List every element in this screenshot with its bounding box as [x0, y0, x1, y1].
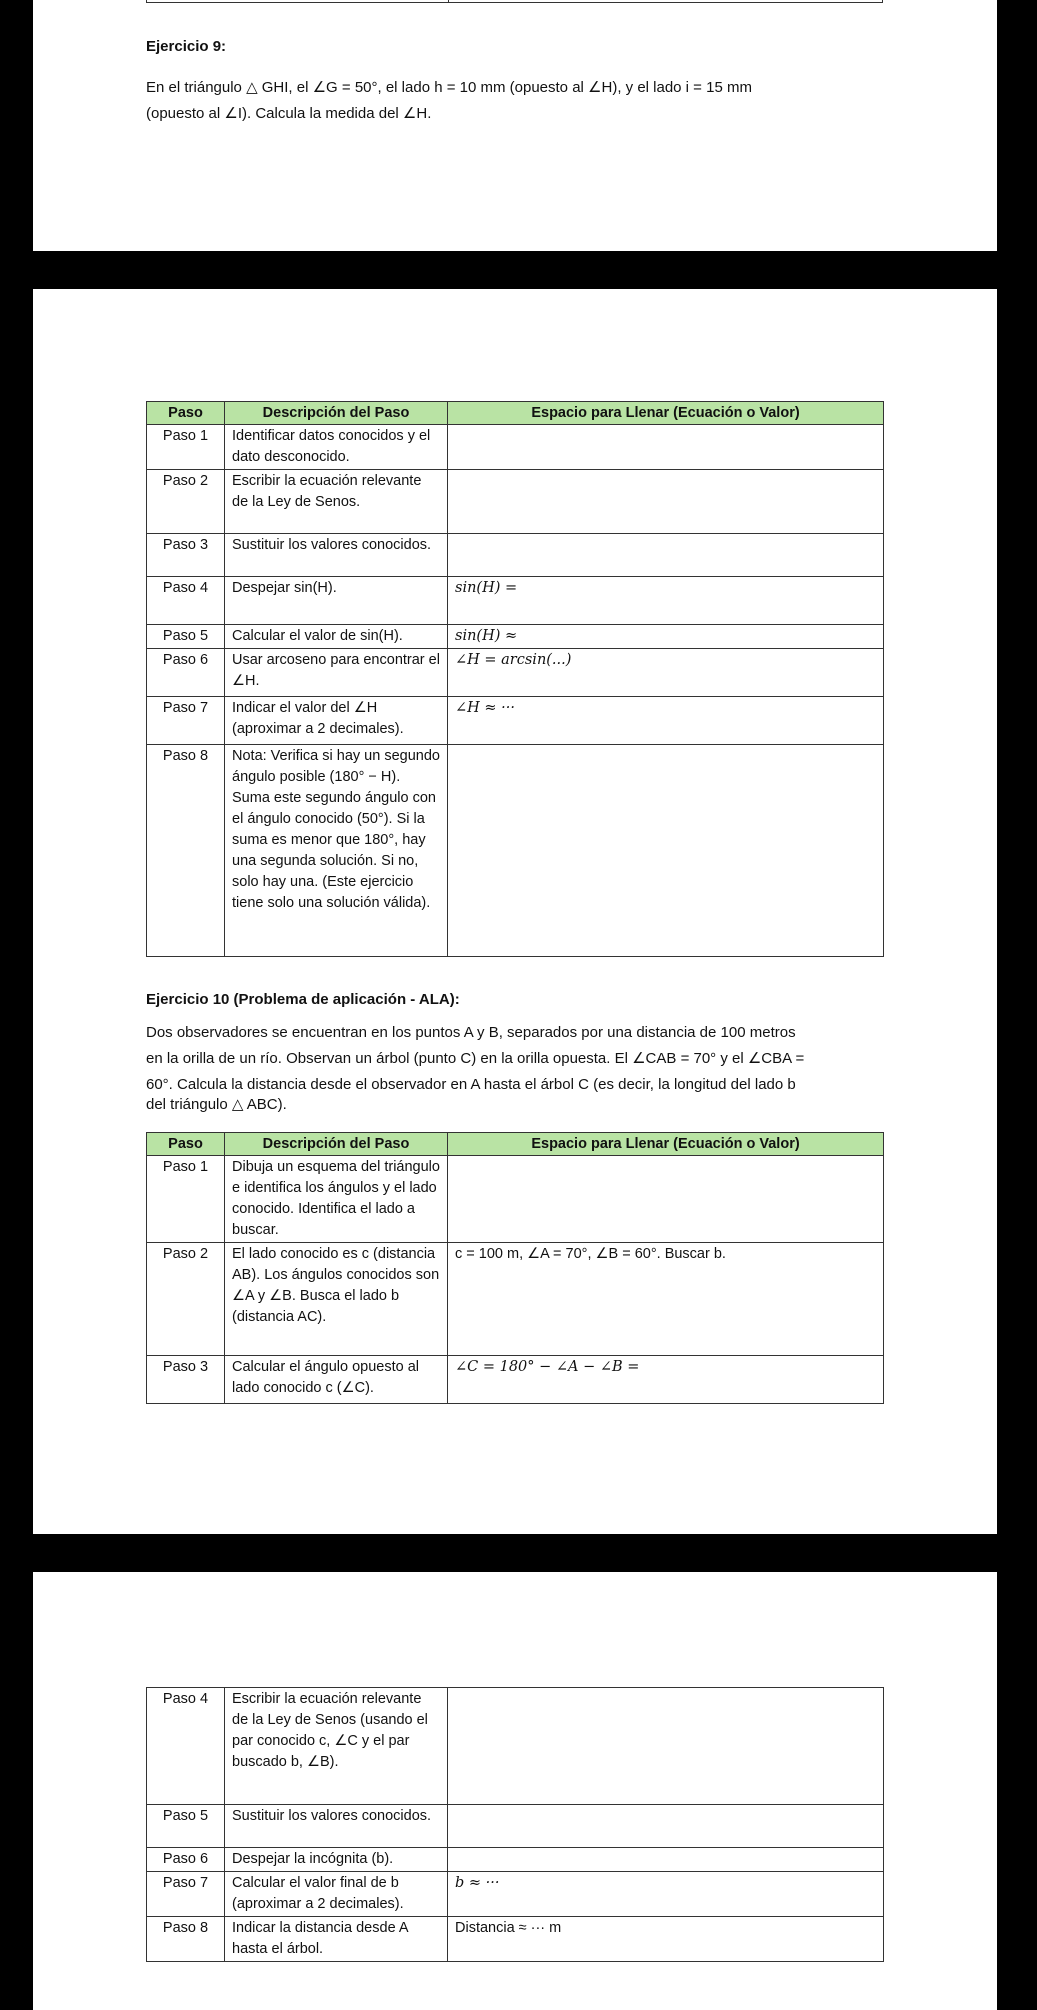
step-cell: Paso 3 — [147, 534, 225, 577]
answer-cell[interactable] — [448, 534, 884, 577]
step-cell: Paso 2 — [147, 470, 225, 534]
table-header-row — [147, 1133, 884, 1156]
table-row — [147, 625, 884, 649]
answer-cell[interactable] — [448, 1688, 884, 1805]
header-description: Descripción del Paso — [225, 1133, 448, 1156]
answer-cell[interactable]: Distancia ≈ ··· m — [448, 1917, 884, 1962]
exercise-10-line-4: del triángulo △ ABC). — [146, 1096, 287, 1113]
exercise-10-title: Ejercicio 10 (Problema de aplicación - ALA): — [146, 991, 460, 1008]
table-header-row — [147, 402, 884, 425]
page-3 — [33, 1572, 997, 2010]
step-cell: Paso 1 — [147, 1156, 225, 1243]
step-cell: Paso 1 — [147, 425, 225, 470]
description-cell: Escribir la ecuación relevante de la Ley de Senos (usando el par conocido c, ∠C y el par buscado b, ∠B). — [225, 1688, 448, 1805]
description-cell: Sustituir los valores conocidos. — [225, 534, 448, 577]
table-row — [147, 1356, 884, 1404]
description-cell: Despejar la incógnita (b). — [225, 1848, 448, 1872]
description-cell: Indicar la distancia desde A hasta el árbol. — [225, 1917, 448, 1962]
answer-cell[interactable]: c = 100 m, ∠A = 70°, ∠B = 60°. Buscar b. — [448, 1243, 884, 1356]
description-cell: Despejar sin(H). — [225, 577, 448, 625]
description-cell: Calcular el ángulo opuesto al lado conocido c (∠C). — [225, 1356, 448, 1404]
exercise-10-steps-table — [146, 1132, 884, 1404]
answer-cell[interactable]: sin(H) ≈ — [448, 625, 884, 649]
step-cell: Paso 3 — [147, 1356, 225, 1404]
description-cell: Usar arcoseno para encontrar el ∠H. — [225, 649, 448, 697]
description-cell: Sustituir los valores conocidos. — [225, 1805, 448, 1848]
description-cell: Dibuja un esquema del triángulo e identifica los ángulos y el lado conocido. Identifica el lado a buscar. — [225, 1156, 448, 1243]
exercise-9-line-2: (opuesto al ∠I). Calcula la medida del ∠H. — [146, 105, 432, 122]
table-row — [147, 1917, 884, 1962]
description-cell: Nota: Verifica si hay un segundo ángulo posible (180° − H). Suma este segundo ángulo con el ángulo conocido (50°). Si la suma es menor que 180°, hay una segunda solución. Si no, solo hay una. (Este ejercicio tiene solo una solución válida). — [225, 745, 448, 957]
step-cell: Paso 8 — [147, 1917, 225, 1962]
step-cell: Paso 4 — [147, 1688, 225, 1805]
step-cell: Paso 4 — [147, 577, 225, 625]
exercise-10-steps-table-continued — [146, 1687, 884, 1962]
header-step: Paso — [147, 1133, 225, 1156]
step-cell: Paso 5 — [147, 1805, 225, 1848]
step-cell: Paso 6 — [147, 649, 225, 697]
table-row — [147, 649, 884, 697]
description-cell: Escribir la ecuación relevante de la Ley de Senos. — [225, 470, 448, 534]
answer-cell[interactable] — [448, 1848, 884, 1872]
table-row — [147, 697, 884, 745]
answer-cell[interactable] — [448, 425, 884, 470]
exercise-9-steps-table — [146, 401, 884, 957]
table-row — [147, 534, 884, 577]
table-row — [147, 470, 884, 534]
header-space: Espacio para Llenar (Ecuación o Valor) — [448, 1133, 884, 1156]
table-row — [147, 745, 884, 957]
table-row — [147, 577, 884, 625]
answer-cell[interactable]: ∠C = 180° − ∠A − ∠B = — [448, 1356, 884, 1404]
answer-cell[interactable]: ∠H ≈ ··· — [448, 697, 884, 745]
table-row — [147, 1688, 884, 1805]
exercise-9-line-1: En el triángulo △ GHI, el ∠G = 50°, el lado h = 10 mm (opuesto al ∠H), y el lado i = 15 mm — [146, 79, 752, 96]
exercise-10-line-3: 60°. Calcula la distancia desde el observador en A hasta el árbol C (es decir, la longitud del lado b — [146, 1076, 796, 1093]
table-row — [147, 425, 884, 470]
description-cell: Calcular el valor de sin(H). — [225, 625, 448, 649]
answer-cell[interactable] — [448, 1156, 884, 1243]
header-description: Descripción del Paso — [225, 402, 448, 425]
answer-cell[interactable]: b ≈ ··· — [448, 1872, 884, 1917]
exercise-10-line-2: en la orilla de un río. Observan un árbol (punto C) en la orilla opuesta. El ∠CAB = 70° y el ∠CBA = — [146, 1050, 805, 1067]
table-row — [147, 1156, 884, 1243]
step-cell: Paso 2 — [147, 1243, 225, 1356]
page-2 — [33, 289, 997, 1534]
step-cell: Paso 7 — [147, 697, 225, 745]
table-row — [147, 1848, 884, 1872]
description-cell: Identificar datos conocidos y el dato desconocido. — [225, 425, 448, 470]
step-cell: Paso 7 — [147, 1872, 225, 1917]
header-space: Espacio para Llenar (Ecuación o Valor) — [448, 402, 884, 425]
exercise-10-line-1: Dos observadores se encuentran en los puntos A y B, separados por una distancia de 100 metros — [146, 1024, 796, 1041]
description-cell: Calcular el valor final de b (aproximar a 2 decimales). — [225, 1872, 448, 1917]
header-step: Paso — [147, 402, 225, 425]
answer-cell[interactable] — [448, 1805, 884, 1848]
table-row — [147, 1805, 884, 1848]
table-row — [147, 1243, 884, 1356]
page-1 — [33, 0, 997, 251]
answer-cell[interactable] — [448, 745, 884, 957]
answer-cell[interactable] — [448, 470, 884, 534]
exercise-9-title: Ejercicio 9: — [146, 38, 227, 55]
answer-cell[interactable]: sin(H) = — [448, 577, 884, 625]
description-cell: El lado conocido es c (distancia AB). Los ángulos conocidos son ∠A y ∠B. Busca el lado b (distancia AC). — [225, 1243, 448, 1356]
description-cell: Indicar el valor del ∠H (aproximar a 2 decimales). — [225, 697, 448, 745]
step-cell: Paso 5 — [147, 625, 225, 649]
answer-cell[interactable]: ∠H = arcsin(...) — [448, 649, 884, 697]
previous-table-bottom-edge — [146, 0, 883, 3]
step-cell: Paso 8 — [147, 745, 225, 957]
table-row — [147, 1872, 884, 1917]
step-cell: Paso 6 — [147, 1848, 225, 1872]
